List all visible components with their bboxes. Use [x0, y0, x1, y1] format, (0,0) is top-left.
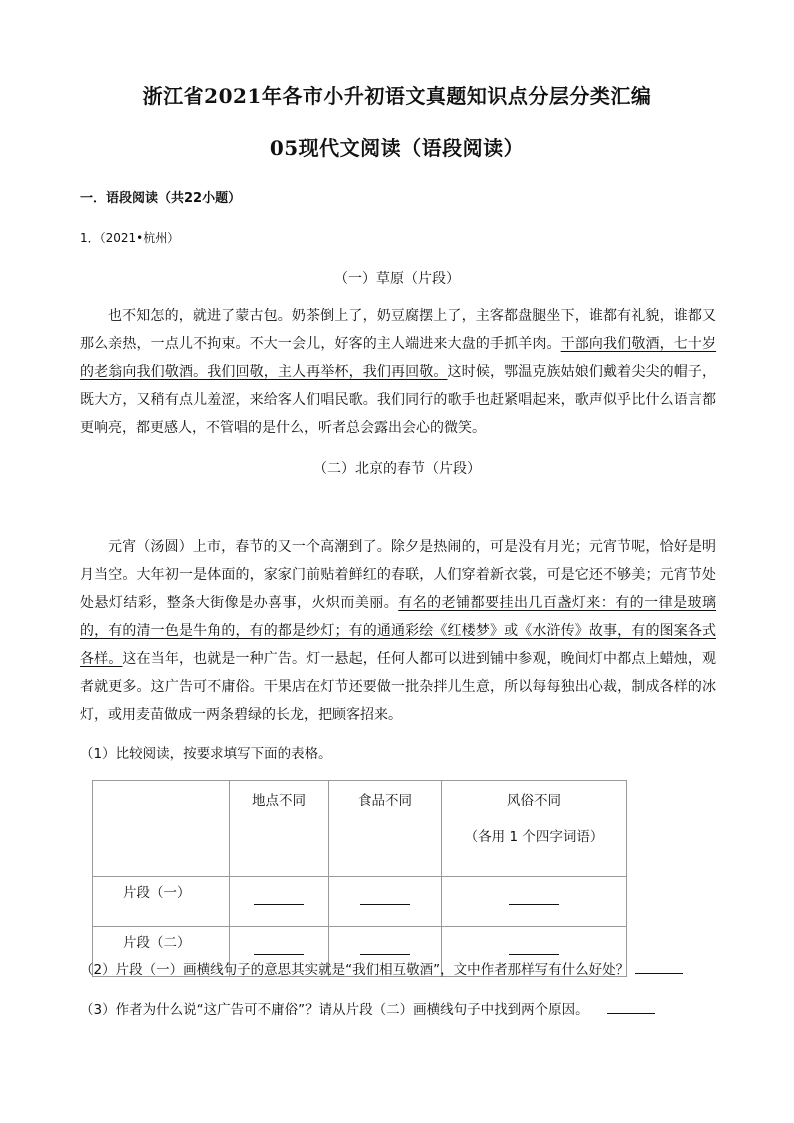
table-header-row — [93, 781, 627, 877]
header-custom — [442, 781, 627, 877]
table-row — [93, 877, 627, 927]
answer-blank-q2[interactable] — [635, 959, 683, 974]
passage1-text-b: 这时候，鄂温克族姑娘们戴着尖尖的帽子，既大方，又稍有点儿羞涩，来给客人们唱民歌。我们同行的歌手也赶紧唱起来，歌声似乎比什么语言都更响亮，都更感人，不管唱的是什么，听者总会露出会心的微笑。 — [80, 364, 717, 436]
question-2-text: （2）片段（一）画横线句子的意思其实就是“我们相互敬酒”，文中作者那样写有什么好处？ — [80, 962, 630, 978]
question-1: （1）比较阅读，按要求填写下面的表格。 — [80, 746, 332, 762]
passage1-subtitle: （一）草原（片段） — [334, 271, 460, 287]
question-number: 1．（2021•杭州） — [80, 231, 180, 245]
header-place: 地点不同 — [230, 781, 329, 877]
document-title: 浙江省2021年各市小升初语文真题知识点分层分类汇编 — [142, 84, 652, 108]
section-heading: 一．语段阅读（共22小题） — [80, 191, 242, 206]
answer-blank-food-1[interactable] — [329, 877, 442, 927]
passage1-text-a: 也不知怎的，就进了蒙古包。奶茶倒上了，奶豆腐摆上了，主客都盘腿坐下，谁都有礼貌，谁都又那么亲热，一点儿不拘束。不大一会儿，好客的主人端进来大盘的手抓羊肉。 — [80, 308, 716, 352]
answer-blank-custom-1[interactable] — [442, 877, 627, 927]
passage2-text-a: 元宵（汤圆）上市，春节的又一个高潮到了。除夕是热闹的，可是没有月光；元宵节呢，恰好是明月当空。大年初一是体面的，家家门前贴着鲜红的春联，人们穿着新衣裳，可是它还不够美；元宵节处处悬灯结彩，整条大街像是办喜事，火炽而美丽。 — [80, 539, 716, 611]
document-subtitle: 05现代文阅读（语段阅读） — [269, 136, 525, 160]
passage2-text-b: 这在当年，也就是一种广告。灯一悬起，任何人都可以进到铺中参观，晚间灯中都点上蜡烛，观者就更多。这广告可不庸俗。干果店在灯节还要做一批杂拌儿生意，所以每每独出心裁，制成各样的冰灯，或用麦苗做成一两条碧绿的长龙，把顾客招来。 — [80, 651, 717, 723]
header-food: 食品不同 — [329, 781, 442, 877]
table-corner-cell — [93, 781, 230, 877]
header-custom-note: （各用 1 个四字词语） — [464, 829, 604, 845]
row-label-passage1: 片段（一） — [93, 877, 230, 927]
answer-blank-place-1[interactable] — [230, 877, 329, 927]
passage2-underlined-sentence: 有名的老铺都要挂出几百盏灯来：有的一律是玻璃的，有的清一色是牛角的，有的都是纱灯；有的通通彩绘《红楼梦》或《水浒传》故事，有的图案各式各样。 — [80, 595, 717, 667]
question-3 — [80, 998, 655, 1018]
passage1-underlined-sentence: 干部向我们敬酒，七十岁的老翁向我们敬酒。我们回敬，主人再举杯，我们再回敬。 — [80, 336, 717, 380]
passage2-subtitle: （二）北京的春节（片段） — [313, 461, 481, 477]
question-2 — [80, 958, 683, 978]
comparison-table — [92, 780, 627, 977]
passage2-text — [80, 533, 716, 729]
header-custom-label: 风俗不同 — [507, 793, 561, 809]
passage1-text — [80, 302, 716, 442]
answer-blank-q3[interactable] — [607, 999, 655, 1014]
row-label-passage2: 片段（二） — [93, 927, 230, 977]
question-3-text: （3）作者为什么说“这广告可不庸俗”？请从片段（二）画横线句子中找到两个原因。 — [80, 1002, 589, 1018]
